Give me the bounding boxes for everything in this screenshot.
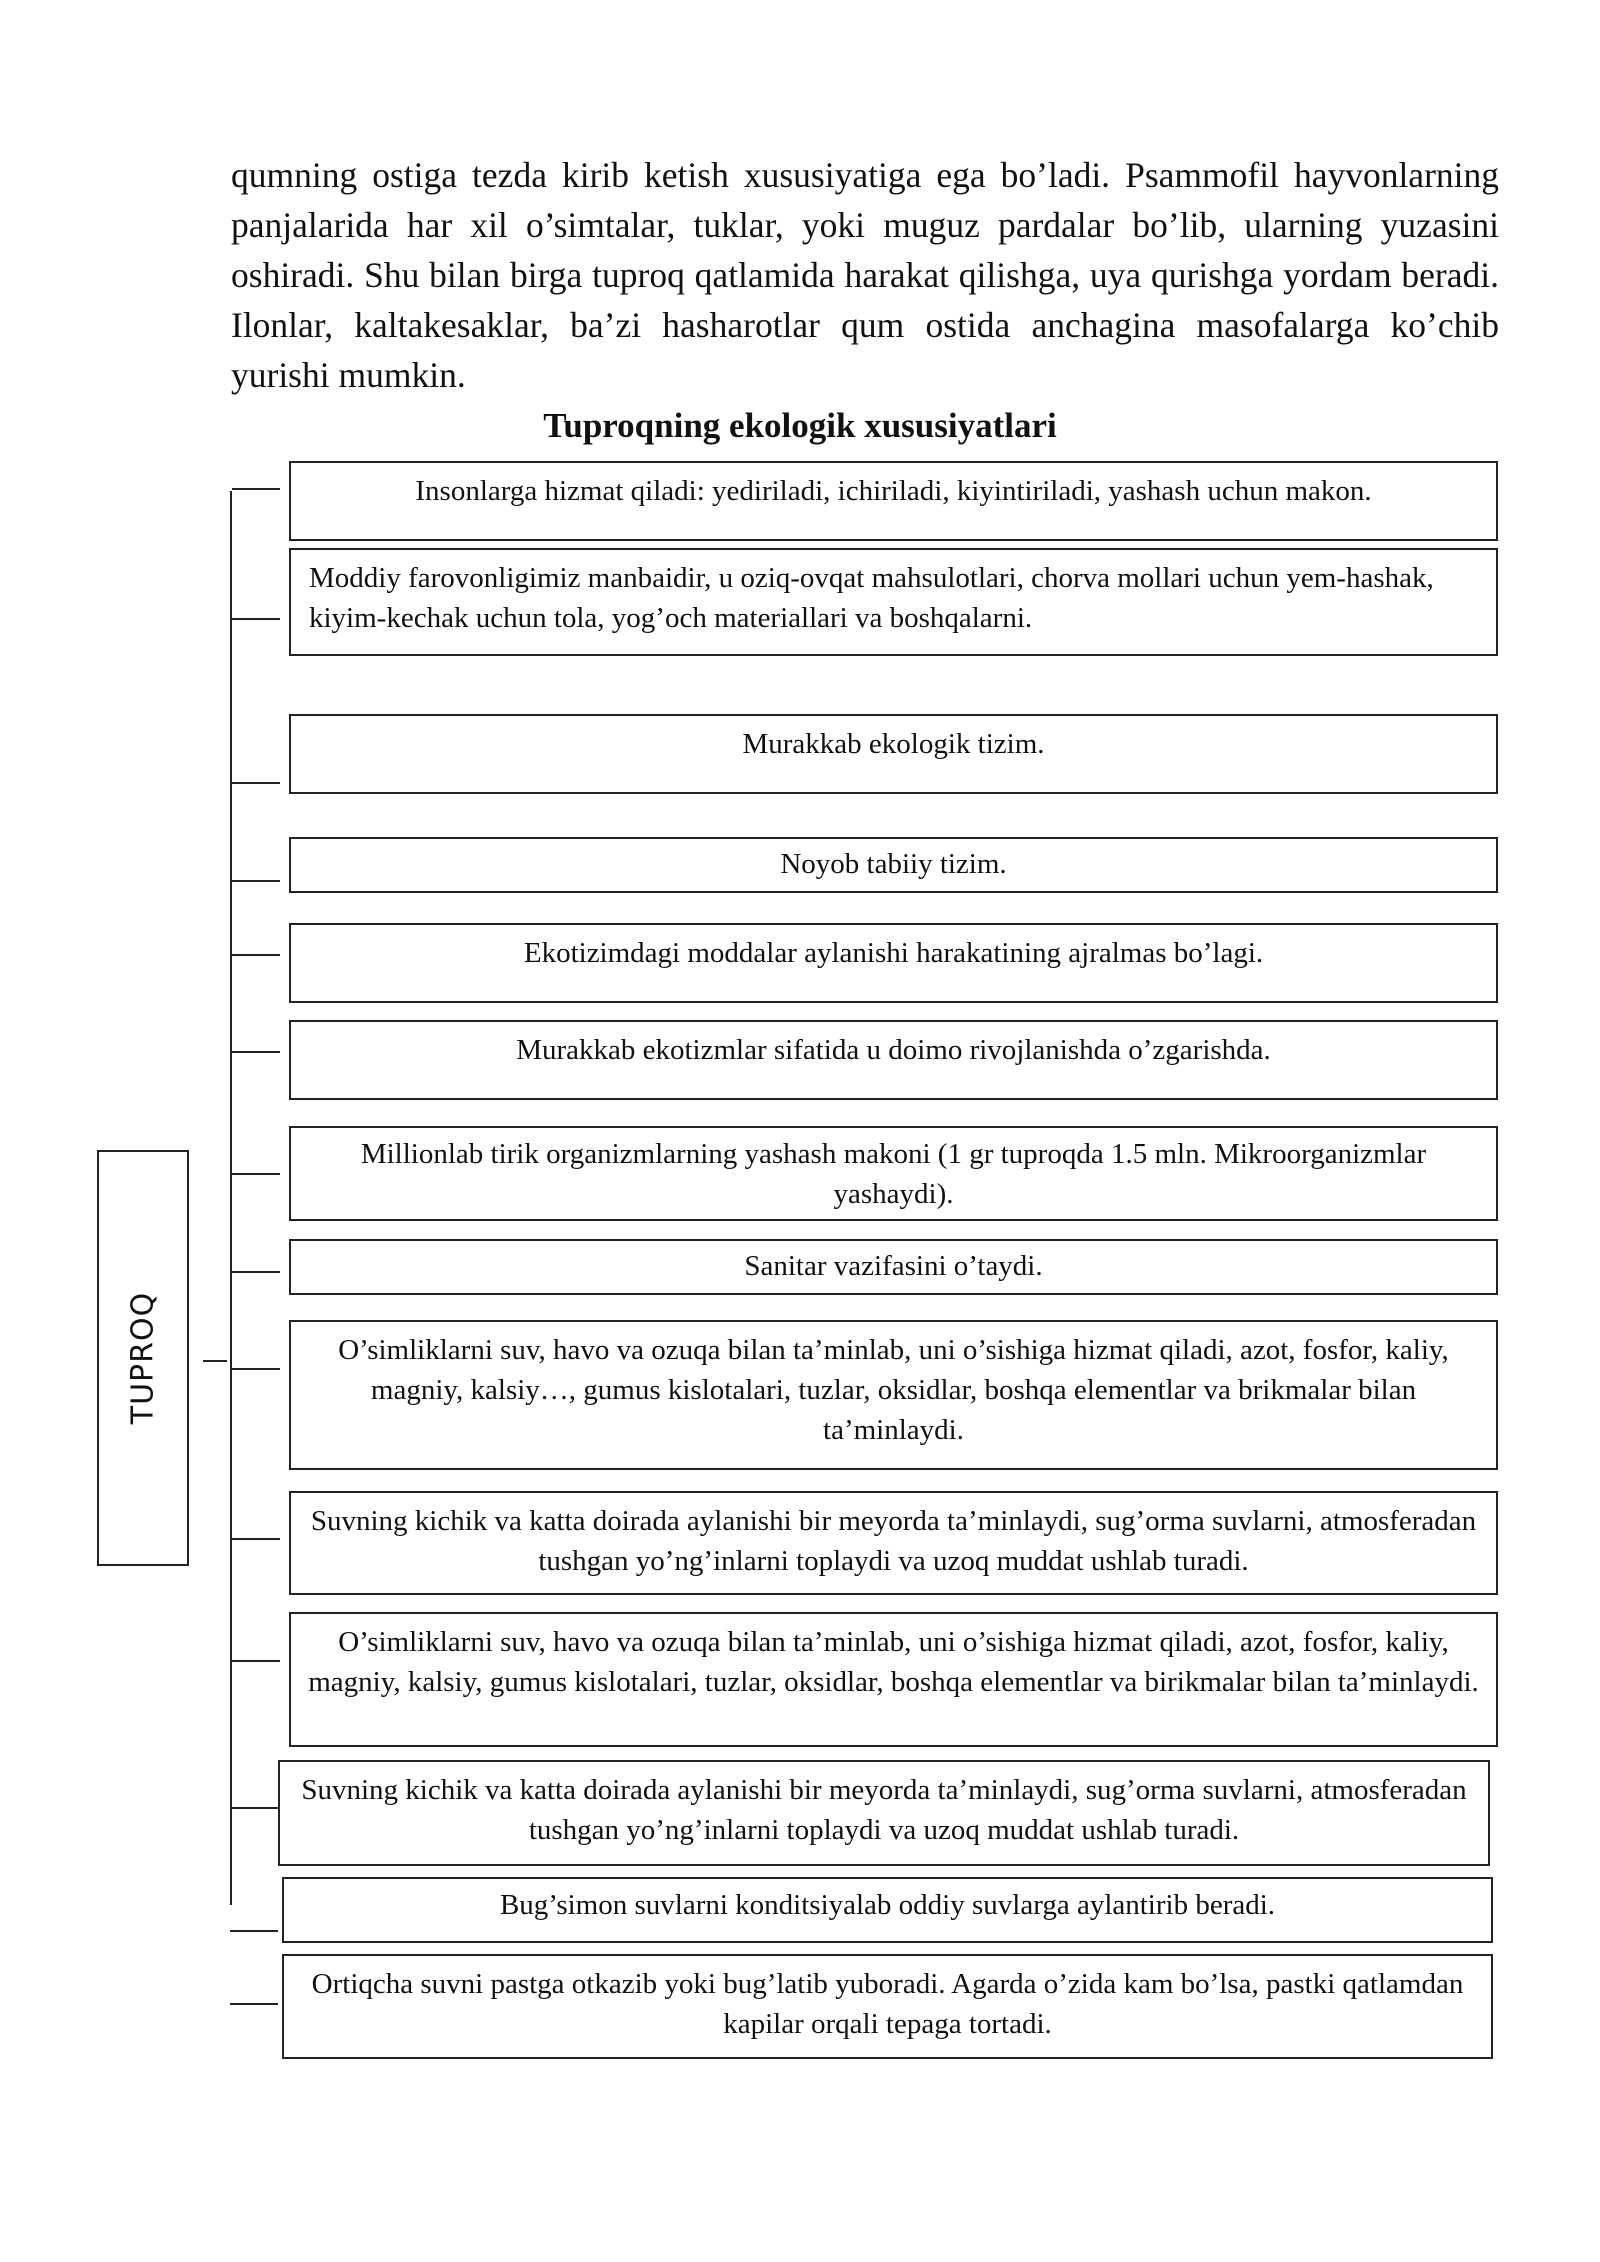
- connector-tick: [232, 1271, 280, 1273]
- property-box: [289, 1126, 1498, 1221]
- property-text: Sanitar vazifasini o’taydi.: [744, 1250, 1043, 1282]
- property-text: Noyob tabiiy tizim.: [780, 848, 1007, 880]
- diagram-title: Tuproqning ekologik xususiyatlari: [543, 406, 1057, 445]
- property-text: Murakkab ekologik tizim.: [742, 728, 1045, 760]
- connector-tick: [232, 1538, 280, 1540]
- property-box: [282, 1877, 1493, 1943]
- property-box: [289, 1491, 1498, 1595]
- property-text: Suvning kichik va katta doirada aylanishi bir meyorda ta’minlaydi, sug’orma suvlarni, atmosferadan tushgan yo’ng’inlarni toplaydi va uzoq muddat ushlab turadi.: [301, 1774, 1467, 1846]
- connector-tick: [232, 1051, 280, 1053]
- connector-tick: [232, 1660, 280, 1662]
- property-box: [289, 1239, 1498, 1295]
- property-text: Murakkab ekotizmlar sifatida u doimo rivojlanishda o’zgarishda.: [516, 1034, 1271, 1066]
- property-text: Bug’simon suvlarni konditsiyalab oddiy suvlarga aylantirib beradi.: [499, 1889, 1276, 1921]
- property-box: [289, 837, 1498, 893]
- connector-tick: [232, 1173, 280, 1175]
- root-label: TUPROQ: [125, 1291, 161, 1425]
- property-text: O’simliklarni suv, havo va ozuqa bilan ta’minlab, uni o’sishiga hizmat qiladi, azot, fosfor, kaliy, magniy, kalsiy…, gumus kislotalari, tuzlar, oksidlar, boshqa elementlar va brikmalar bilan ta’minlaydi.: [338, 1334, 1449, 1446]
- root-connector: [203, 1360, 227, 1362]
- vertical-connector: [230, 491, 232, 1905]
- connector-tick: [232, 618, 280, 620]
- property-text: O’simliklarni suv, havo va ozuqa bilan ta’minlab, uni o’sishiga hizmat qiladi, azot, fosfor, kaliy, magniy, kalsiy, gumus kislotalari, tuzlar, oksidlar, boshqa elementlar va birikmalar bilan ta’minlaydi.: [308, 1626, 1479, 1698]
- property-text: Suvning kichik va katta doirada aylanishi bir meyorda ta’minlaydi, sug’orma suvlarni, atmosferadan tushgan yo’ng’inlarni toplaydi va uzoq muddat ushlab turadi.: [310, 1505, 1477, 1577]
- property-box: [289, 923, 1498, 1003]
- property-box: [289, 714, 1498, 794]
- intro-paragraph: qumning ostiga tezda kirib ketish xususiyatiga ega bo’ladi. Psammofil hayvonlarning panjalarida har xil o’simtalar, tuklar, yoki muguz pardalar bo’lib, ularning yuzasini oshiradi. Shu bilan birga tuproq qatlamida harakat qilishga, uya qurishga yordam beradi. Ilonlar, kaltakesaklar, ba’zi hasharotlar qum ostida anchagina masofalarga ko’chib yurishi mumkin.: [231, 155, 1499, 395]
- property-box: [289, 1320, 1498, 1470]
- connector-tick: [232, 782, 280, 784]
- property-box: [278, 1760, 1490, 1866]
- connector-tick: [230, 2003, 278, 2005]
- property-box: [289, 1612, 1498, 1747]
- property-box: [282, 1954, 1493, 2059]
- property-text: Millionlab tirik organizmlarning yashash makoni (1 gr tuproqda 1.5 mln. Mikroorganizmlar yashaydi).: [360, 1138, 1427, 1210]
- property-text: Ortiqcha suvni pastga otkazib yoki bug’latib yuboradi. Agarda o’zida kam bo’lsa, pastki qatlamdan kapilar orqali tepaga tortadi.: [311, 1968, 1464, 2040]
- property-box: [289, 548, 1498, 656]
- property-text: Moddiy farovonligimiz manbaidir, u oziq-ovqat mahsulotlari, chorva mollari uchun yem-hashak, kiyim-kechak uchun tola, yog’och materiallari va boshqalarni.: [309, 562, 1434, 634]
- connector-tick: [232, 488, 280, 490]
- property-text: Insonlarga hizmat qiladi: yediriladi, ichiriladi, kiyintiriladi, yashash uchun makon.: [415, 475, 1372, 507]
- property-text: Ekotizimdagi moddalar aylanishi harakatining ajralmas bo’lagi.: [523, 937, 1264, 969]
- root-box: [97, 1150, 189, 1566]
- connector-tick: [232, 1807, 278, 1809]
- connector-tick: [232, 1368, 280, 1370]
- connector-tick: [232, 880, 280, 882]
- connector-tick: [230, 1930, 278, 1932]
- property-box: [289, 1020, 1498, 1100]
- connector-tick: [232, 954, 280, 956]
- property-box: [289, 461, 1498, 541]
